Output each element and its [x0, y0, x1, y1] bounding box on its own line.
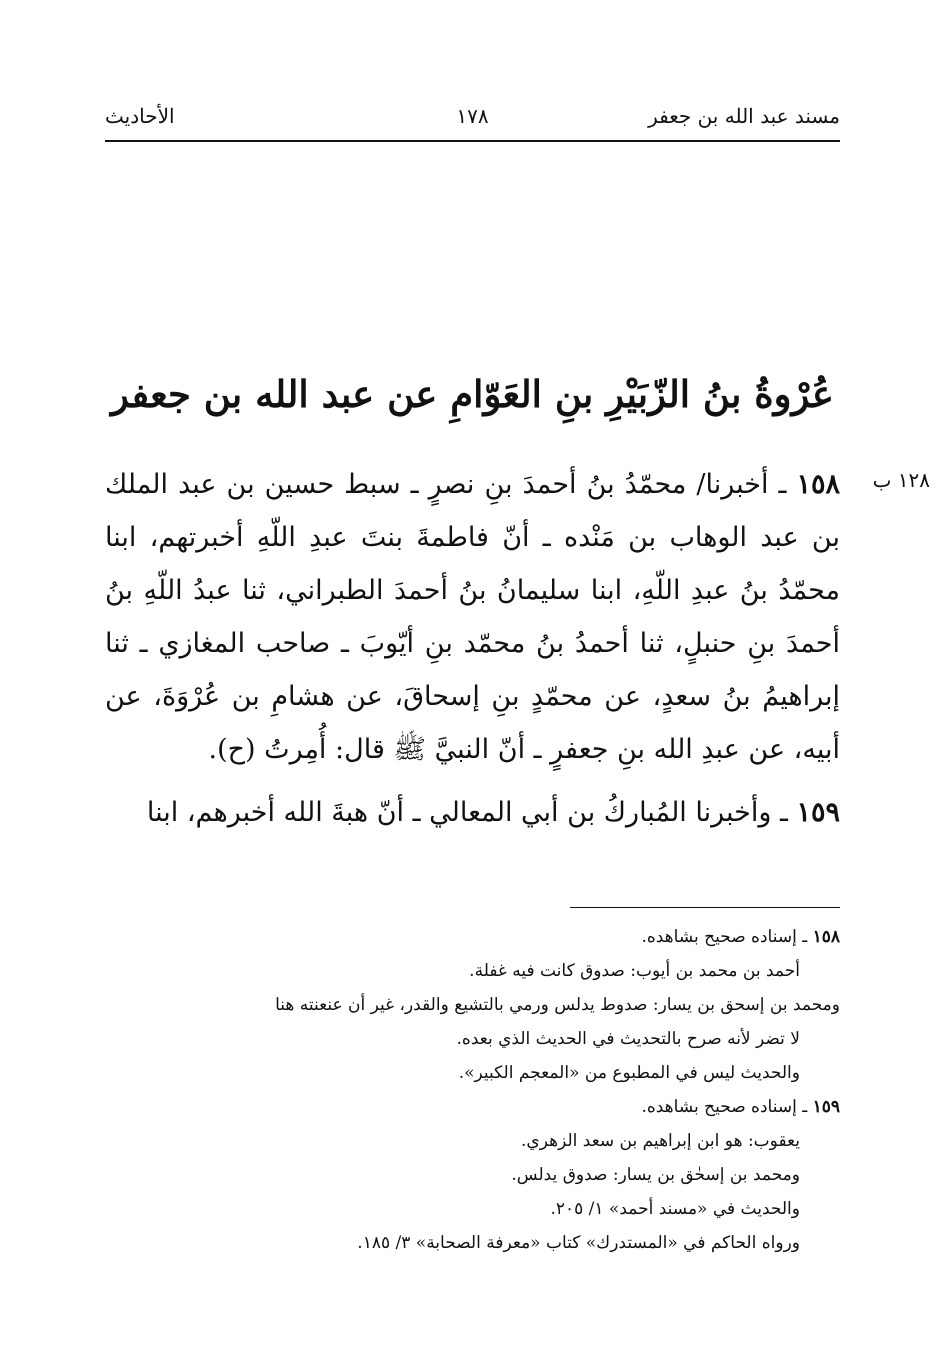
hadith-text: ـ وأخبرنا المُباركُ بن أبي المعالي ـ أنّ هبةَ الله أخبرهم، ابنا — [146, 797, 788, 828]
footnote-text: ـ إسناده صحيح بشاهده. — [641, 927, 808, 947]
chapter-title: عُرْوةُ بنُ الزّبَيْرِ بنِ العَوّامِ عن عبد الله بن جعفر — [110, 372, 835, 416]
footnote-line: ورواه الحاكم في «المستدرك» كتاب «معرفة الصحابة» ٣/ ١٨٥. — [357, 1233, 800, 1253]
manuscript-folio-marker: ١٢٨ ب — [872, 468, 930, 492]
header-section-title: الأحاديث — [105, 104, 175, 128]
running-header — [105, 104, 840, 140]
page-number: ١٧٨ — [456, 104, 489, 128]
hadith-number: ١٥٨ — [796, 469, 840, 500]
header-divider — [105, 140, 840, 142]
footnote-line: يعقوب: هو ابن إبراهيم بن سعد الزهري. — [521, 1131, 800, 1151]
hadith-text: ـ أخبرنا/ محمّدُ بنُ أحمدَ بنِ نصرٍ ـ سبط حسين بن عبد الملك بن عبد الوهاب بن مَنْده ـ أنّ فاطمةَ بنتَ عبدِ اللّهِ أخبرتهم، ابنا محمّدُ بنُ عبدِ اللّهِ، ابنا سليمانُ بنُ أحمدَ الطبراني، ثنا عبدُ اللّهِ بنُ أحمدَ بنِ حنبلٍ، ثنا أحمدُ بنُ محمّد بنِ أيّوبَ ـ صاحب المغازي ـ ثنا إبراهيمُ بنُ سعدٍ، عن محمّدٍ بنِ إسحاقَ، عن هشامِ بن عُرْوَةَ، عن أبيه، عن عبدِ الله بنِ جعفرٍ ـ أنّ النبيَّ ﷺ قال: أُمِرتُ (ح). — [105, 469, 841, 765]
hadith-159 — [105, 786, 840, 839]
footnote-line: والحديث في «مسند أحمد» ١/ ٢٠٥. — [550, 1199, 800, 1219]
header-book-title: مسند عبد الله بن جعفر — [648, 104, 840, 128]
footnote-text: ـ إسناده صحيح بشاهده. — [641, 1097, 808, 1117]
footnote-158-head — [105, 920, 840, 954]
main-text — [105, 458, 840, 839]
footnote-line: لا تضر لأنه صرح بالتحديث في الحديث الذي بعده. — [456, 1029, 800, 1049]
footnote-number: ١٥٩ — [812, 1097, 840, 1117]
footnote-line: والحديث ليس في المطبوع من «المعجم الكبير». — [458, 1063, 800, 1083]
footnote-line: أحمد بن محمد بن أيوب: صدوق كانت فيه غفلة. — [469, 961, 800, 981]
footnote-line: ومحمد بن إسحٰق بن يسار: صدوق يدلس. — [511, 1165, 800, 1185]
footnote-divider — [570, 907, 840, 908]
footnote-number: ١٥٨ — [812, 927, 840, 947]
footnote-159-head — [105, 1090, 840, 1124]
footnotes — [105, 920, 840, 1260]
hadith-158 — [105, 458, 840, 776]
footnote-line: ومحمد بن إسحق بن يسار: صدوط يدلس ورمي بالتشيع والقدر، غير أن عنعنته هنا — [275, 995, 840, 1015]
hadith-number: ١٥٩ — [796, 797, 840, 828]
